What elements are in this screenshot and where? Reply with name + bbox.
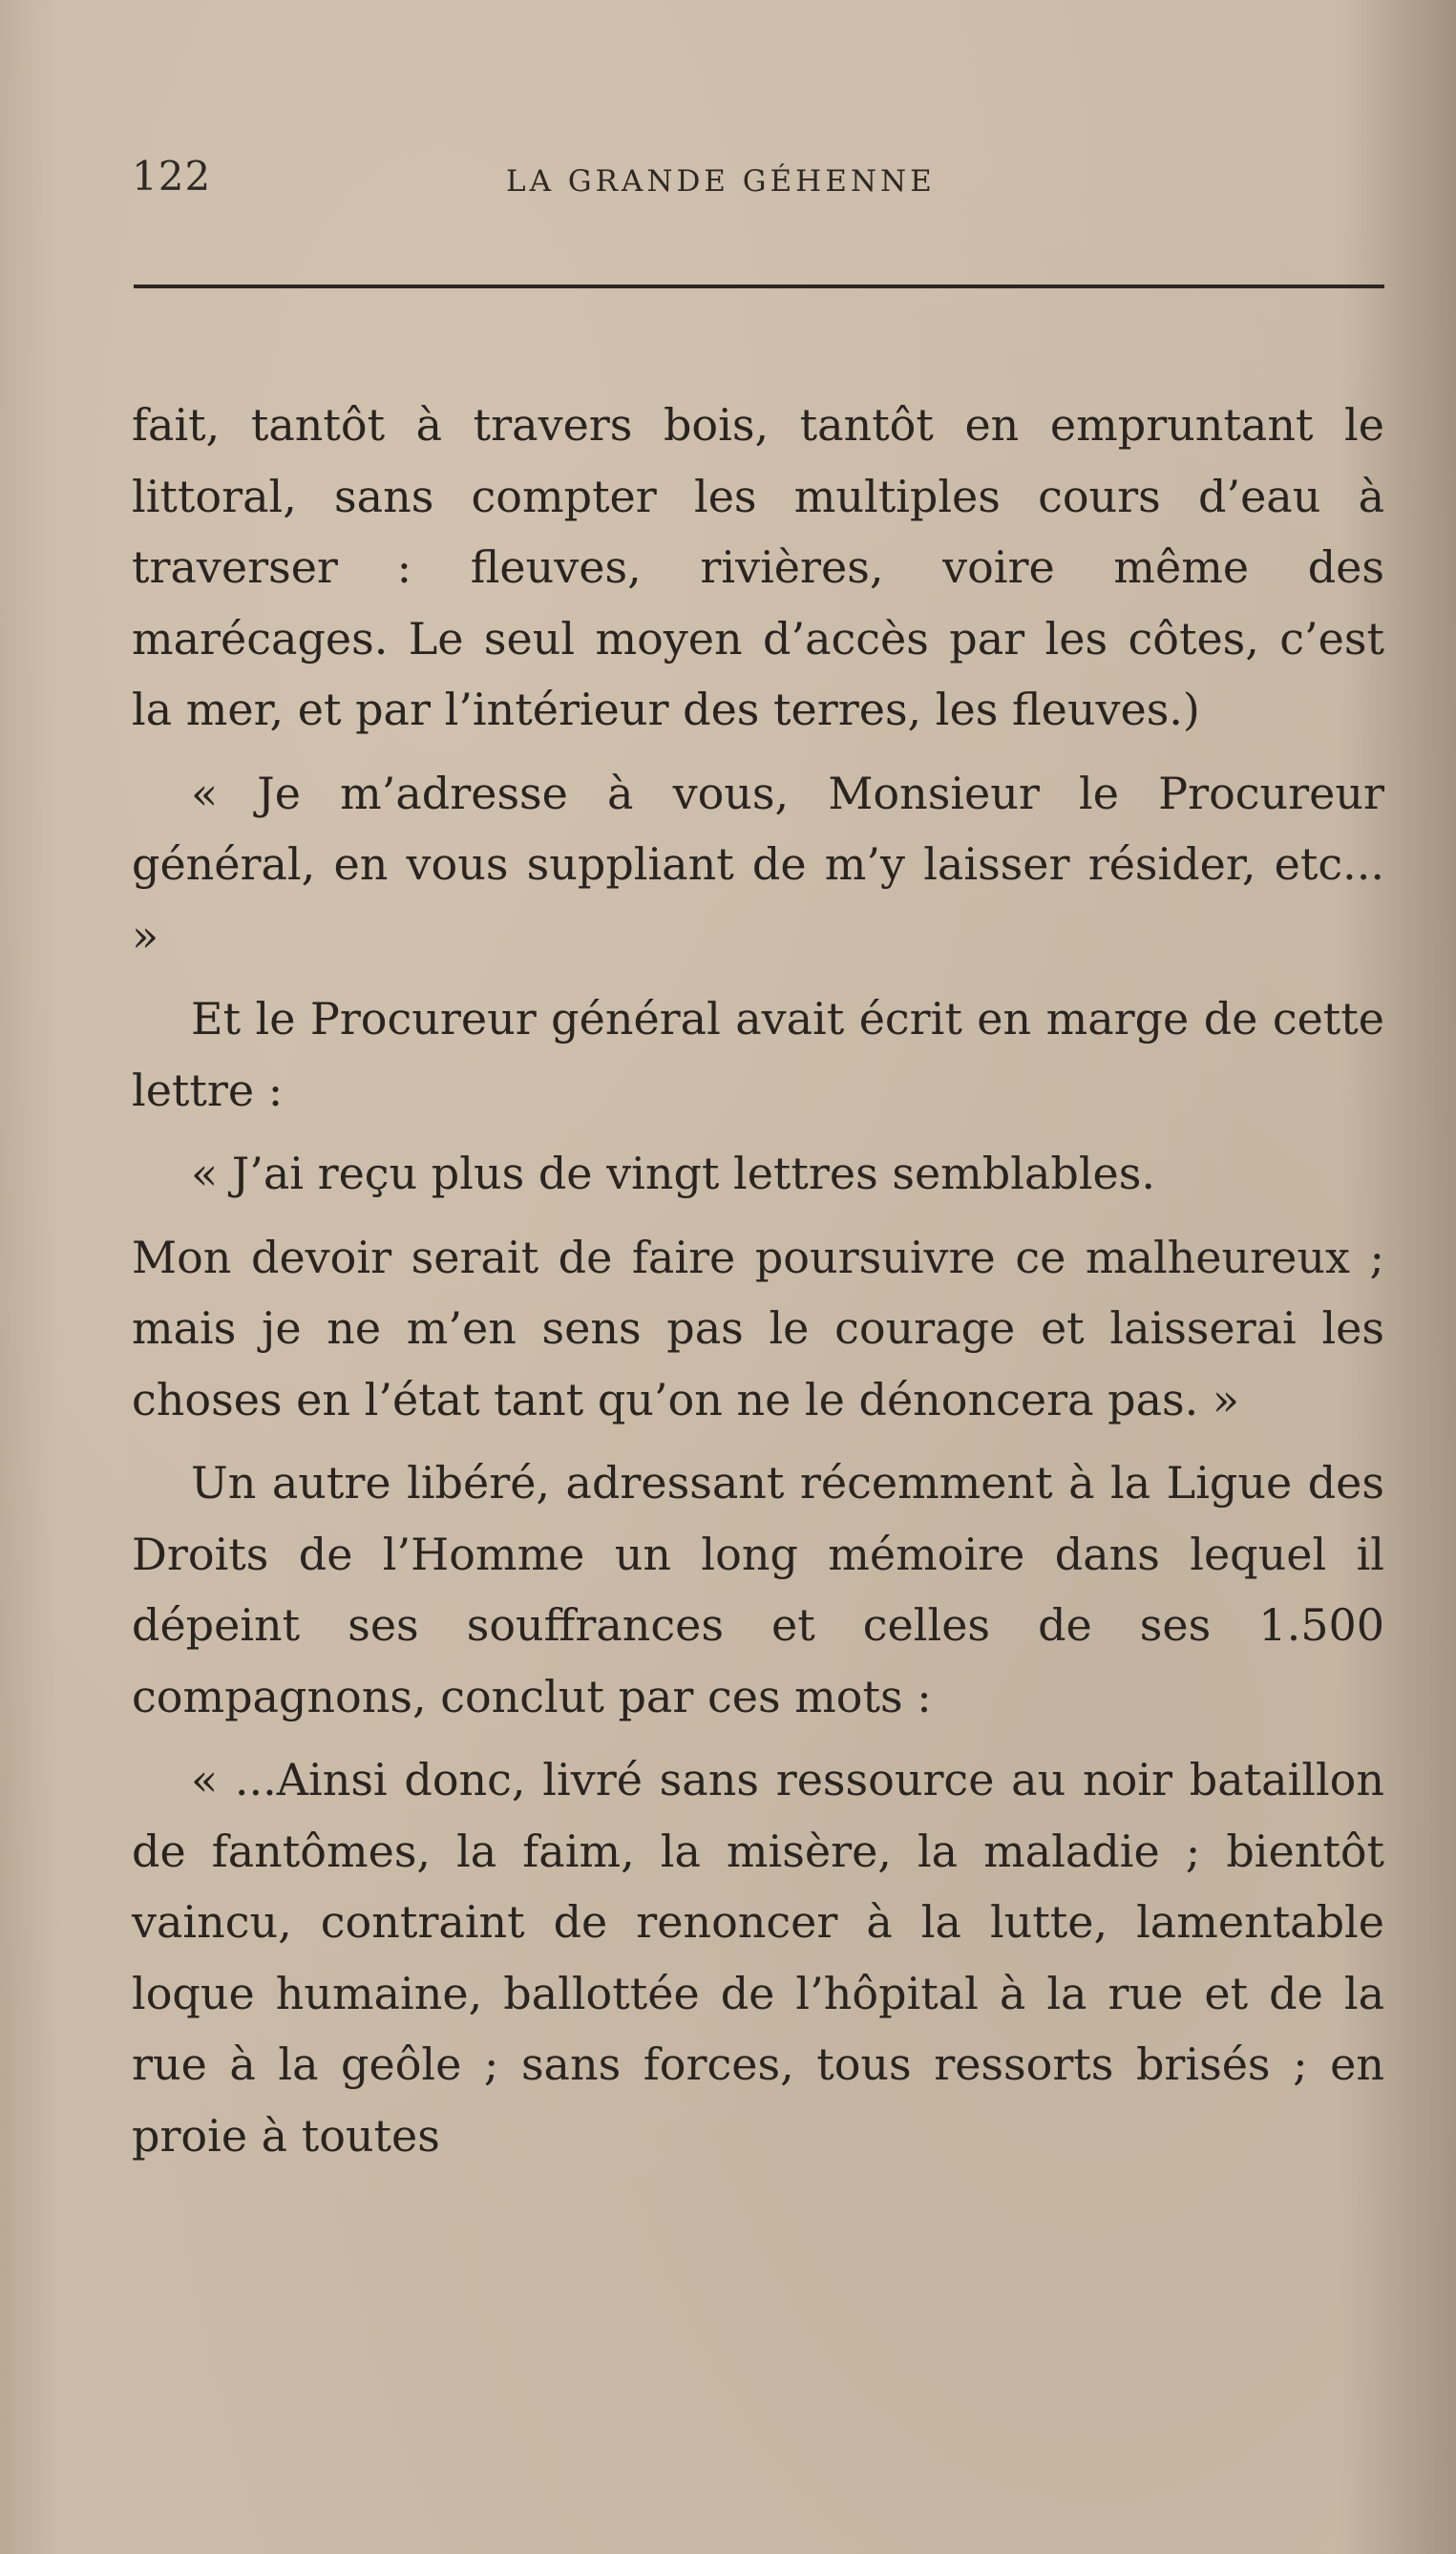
running-head-title: LA GRANDE GÉHENNE <box>506 164 936 199</box>
body-text <box>132 390 1384 2184</box>
paragraph-libere: Un autre libéré, adressant récemment à la Ligue des Droits de l’Homme un long mémoire dans lequel il dépeint ses souffrances et celles de ses 1.500 compagnons, conclut par ces mots : <box>132 1457 1384 1722</box>
paragraph-procureur-note: Et le Procureur général avait écrit en marge de cette lettre : <box>132 993 1384 1116</box>
header-rule <box>134 285 1384 288</box>
paragraph-margin-quote: « J’ai reçu plus de vingt lettres semblables. <box>191 1148 1155 1199</box>
paragraph-margin-quote-continued: Mon devoir serait de faire poursuivre ce malheureux ; mais je ne m’en sens pas le courage et laisserai les choses en l’état tant qu’on ne le dénoncera pas. » <box>132 1231 1384 1425</box>
paragraph-continuation: fait, tantôt à travers bois, tantôt en empruntant le littoral, sans compter les multiples cours d’eau à traverser : fleuves, rivières, voire même des marécages. Le seul moyen d’accès par les côtes, c’est la mer, et par l’intérieur des terres, les fleuves.) <box>132 399 1384 735</box>
page-number: 122 <box>132 153 212 200</box>
paragraph-memoire-quote: « ...Ainsi donc, livré sans ressource au noir bataillon de fantômes, la faim, la misère, la maladie ; bientôt vaincu, contraint de renoncer à la lutte, lamentable loque humaine, ballottée de l’hôpital à la rue et de la rue à la geôle ; sans forces, tous ressorts brisés ; en proie à toutes <box>132 1754 1384 2162</box>
paragraph-letter-quote: « Je m’adresse à vous, Monsieur le Procureur général, en vous suppliant de m’y laisser résider, etc... » <box>132 767 1384 961</box>
